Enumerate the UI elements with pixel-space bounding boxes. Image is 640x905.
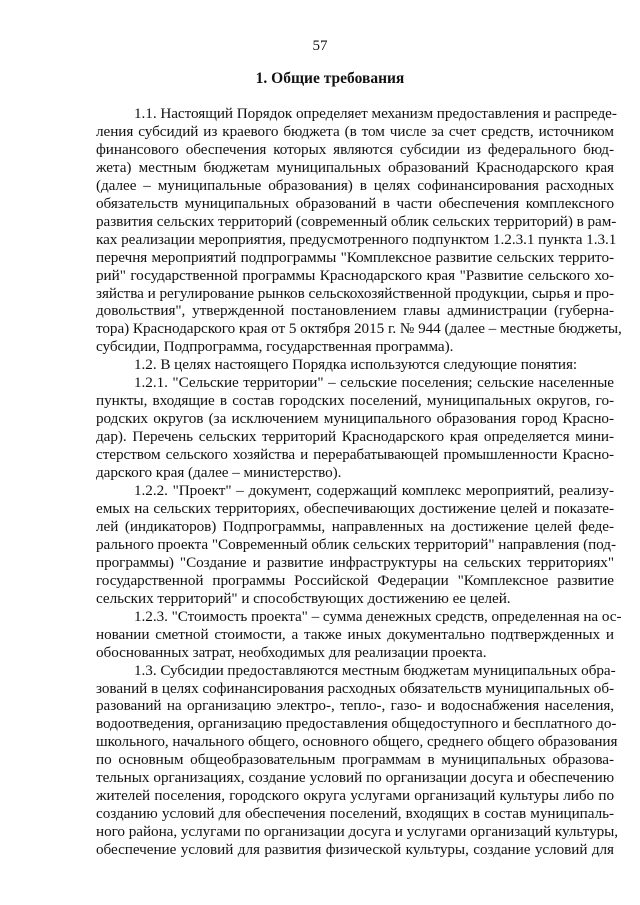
text-line: жета) местным бюджетам муниципальных образований Краснодарского края (96, 158, 614, 176)
text-line: развития сельских территорий (современный облик сельских территорий) в рам- (96, 212, 617, 230)
text-line: перечня мероприятий подпрограммы "Комплексное развитие сельских террито- (96, 248, 614, 266)
text-line: 1.2.2. "Проект" – документ, содержащий комплекс мероприятий, реализу- (134, 482, 614, 500)
text-line: 1.2. В целях настоящего Порядка используются следующие понятия: (134, 356, 578, 374)
text-line: сельских территорий" и способствующих достижению ее целей. (96, 589, 511, 607)
text-line: ления субсидий из краевого бюджета (в том числе за счет средств, источником (96, 122, 614, 140)
text-line: (далее – муниципальные образования) в целях софинансирования расходных (96, 176, 614, 194)
text-line: созданию условий для обеспечения поселений, входящих в состав муниципаль- (96, 805, 614, 823)
section-title: 1. Общие требования (255, 70, 405, 87)
text-line: по основным общеобразовательным программам в муниципальных образова- (96, 751, 614, 769)
text-line: довольствия", утвержденной постановлением главы администрации (губерна- (96, 302, 614, 320)
text-line: дар). Перечень сельских территорий Краснодарского края определяется мини- (96, 428, 614, 446)
text-line: финансового обеспечения которых являются субсидии из федерального бюд- (96, 140, 614, 158)
text-line: разований на организацию электро-, тепло-, газо- и водоснабжения населения, (96, 697, 614, 715)
text-line: дарского края (далее – министерство). (96, 464, 342, 482)
text-line: обеспечение условий для развития физической культуры, создание условий для (96, 841, 614, 859)
text-line: стерством сельского хозяйства и перерабатывающей промышленности Красно- (96, 446, 614, 464)
text-line: рий" государственной программы Краснодарского края "Развитие сельского хо- (96, 266, 614, 284)
text-line: обязательств муниципальных образований в части обеспечения комплексного (96, 194, 614, 212)
body-text (96, 105, 622, 859)
text-line: родских округов (за исключением муниципального образования город Красно- (96, 410, 614, 428)
text-line: 1.2.1. "Сельские территории" – сельские поселения; сельские населенные (134, 374, 614, 392)
text-line: пункты, входящие в состав городских поселений, муниципальных округов, го- (96, 392, 614, 410)
text-line: зований в целях софинансирования расходных обязательств муниципальных об- (96, 679, 614, 697)
page-number: 57 (312, 38, 328, 54)
text-line: 1.3. Субсидии предоставляются местным бюджетам муниципальных обра- (134, 661, 616, 679)
text-line: обоснованных затрат, необходимых для реализации проекта. (96, 643, 487, 661)
text-line: 1.1. Настоящий Порядок определяет механизм предоставления и распреде- (134, 105, 617, 122)
text-line: школьного, начального общего, основного общего, среднего общего образования (96, 733, 618, 751)
text-line: рального проекта "Современный облик сельских территорий" направления (под- (96, 535, 616, 553)
text-line: субсидии, Подпрограмма, государственная программа). (96, 338, 454, 356)
text-line: 1.2.3. "Стоимость проекта" – сумма денежных средств, определенная на ос- (134, 607, 622, 625)
text-line: новании сметной стоимости, а также иных документально подтвержденных и (96, 625, 614, 643)
text-line: программы) "Создание и развитие инфраструктуры на сельских территориях" (96, 553, 614, 571)
text-line: тора) Краснодарского края от 5 октября 2015 г. № 944 (далее – местные бюджеты, (96, 320, 622, 338)
text-line: водоотведения, организацию предоставления общедоступного и бесплатного до- (96, 715, 617, 733)
text-line: государственной программы Российской Федерации "Комплексное развитие (96, 571, 614, 589)
text-line: жителей поселения, городского округа услугами организаций культуры либо по (96, 787, 614, 805)
text-line: лей (индикаторов) Подпрограммы, направленных на достижение целей феде- (96, 517, 614, 535)
text-line: тельных организациях, создание условий по организации досуга и обеспечению (96, 769, 614, 787)
text-line: зяйства и регулирование рынков сельскохозяйственной продукции, сырья и про- (96, 284, 614, 302)
text-line: ного района, услугами по организации досуга и услугами организаций культуры, (96, 823, 619, 841)
text-line: емых на сельских территориях, обеспечивающих достижение целей и показате- (96, 499, 614, 517)
text-line: ках реализации мероприятия, предусмотренного подпунктом 1.2.3.1 пункта 1.3.1 (96, 230, 617, 248)
